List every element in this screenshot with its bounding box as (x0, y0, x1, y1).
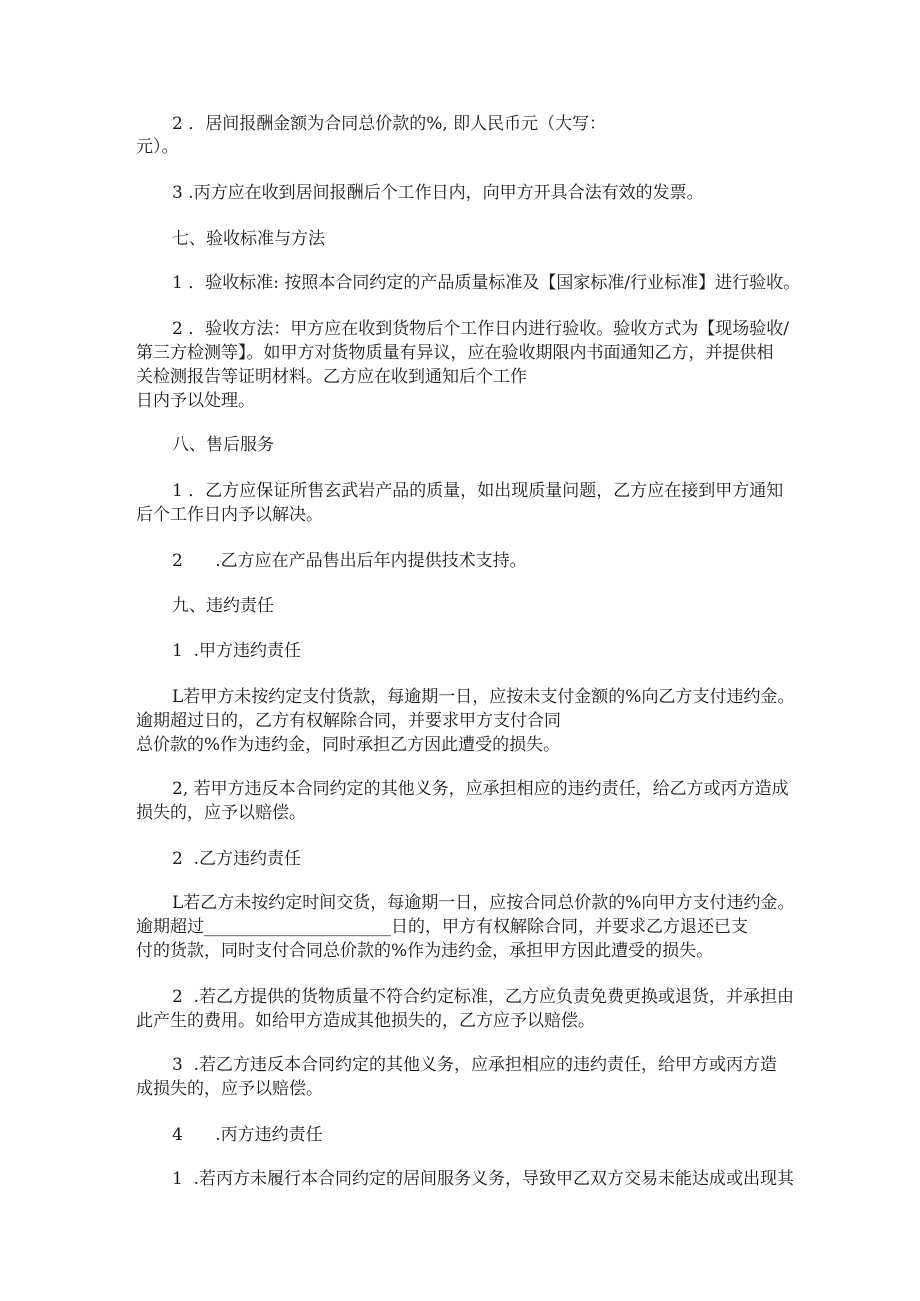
subsection-heading: 1 .甲方违约责任 (172, 641, 302, 661)
paragraph-line: 逾期超过日的，乙方有权解除合同，并要求甲方支付合同 (136, 711, 561, 731)
paragraph-line: L若甲方未按约定支付货款，每逾期一日，应按未支付金额的%向乙方支付违约金。 (172, 687, 795, 707)
paragraph-line: 2, 若甲方违反本合同约定的其他义务，应承担相应的违约责任，给乙方或丙方造成 (172, 779, 789, 799)
paragraph-line: L若乙方未按约定时间交货，每逾期一日，应按合同总价款的%向甲方支付违约金。 (172, 893, 795, 913)
paragraph-line: 损失的，应予以赔偿。 (136, 803, 306, 823)
paragraph-line: 第三方检测等】。如甲方对货物质量有异议，应在验收期限内书面通知乙方，并提供相 (136, 343, 774, 363)
paragraph-line: 1 ．乙方应保证所售玄武岩产品的质量，如出现质量问题，乙方应在接到甲方通知 (172, 481, 784, 501)
paragraph-line: 3 .丙方应在收到居间报酬后个工作日内，向甲方开具合法有效的发票。 (172, 183, 704, 203)
paragraph-line: 2 ．验收方法：甲方应在收到货物后个工作日内进行验收。验收方式为【现场验收/ (172, 319, 789, 339)
paragraph-line: 1 ．验收标准: 按照本合同约定的产品质量标准及【国家标准/行业标准】进行验收。 (172, 273, 801, 293)
section-heading: 七、验收标准与方法 (172, 229, 325, 249)
paragraph-line: 3 .若乙方违反本合同约定的其他义务，应承担相应的违约责任，给甲方或丙方造 (172, 1055, 778, 1075)
paragraph-line: 成损失的，应予以赔偿。 (136, 1079, 323, 1099)
paragraph-line: 此产生的费用。如给甲方造成其他损失的，乙方应予以赔偿。 (136, 1011, 595, 1031)
subsection-heading: 2 .乙方违约责任 (172, 849, 302, 869)
paragraph-line: 逾期超过______________________日的，甲方有权解除合同，并要求乙方退还已支 (136, 917, 748, 937)
paragraph-line: 1 .若丙方未履行本合同约定的居间服务义务，导致甲乙双方交易未能达成或出现其 (172, 1169, 795, 1189)
paragraph-line: 付的货款，同时支付合同总价款的%作为违约金，承担甲方因此遭受的损失。 (136, 941, 714, 961)
paragraph-line: 关检测报告等证明材料。乙方应在收到通知后个工作 (136, 367, 527, 387)
paragraph-line: 日内予以处理。 (136, 391, 255, 411)
paragraph-line: 2 ．居间报酬金额为合同总价款的%, 即人民币元（大写： (172, 114, 607, 134)
paragraph-line: 2 .乙方应在产品售出后年内提供技术支持。 (172, 551, 527, 571)
paragraph-line: 2 .若乙方提供的货物质量不符合约定标准，乙方应负责免费更换或退货，并承担由 (172, 987, 795, 1007)
subsection-heading: 4 .丙方违约责任 (172, 1125, 323, 1145)
paragraph-line: 后个工作日内予以解决。 (136, 505, 323, 525)
paragraph-line: 元）。 (136, 137, 179, 157)
section-heading: 八、售后服务 (172, 435, 274, 455)
section-heading: 九、违约责任 (172, 596, 274, 616)
paragraph-line: 总价款的%作为违约金，同时承担乙方因此遭受的损失。 (136, 735, 561, 755)
